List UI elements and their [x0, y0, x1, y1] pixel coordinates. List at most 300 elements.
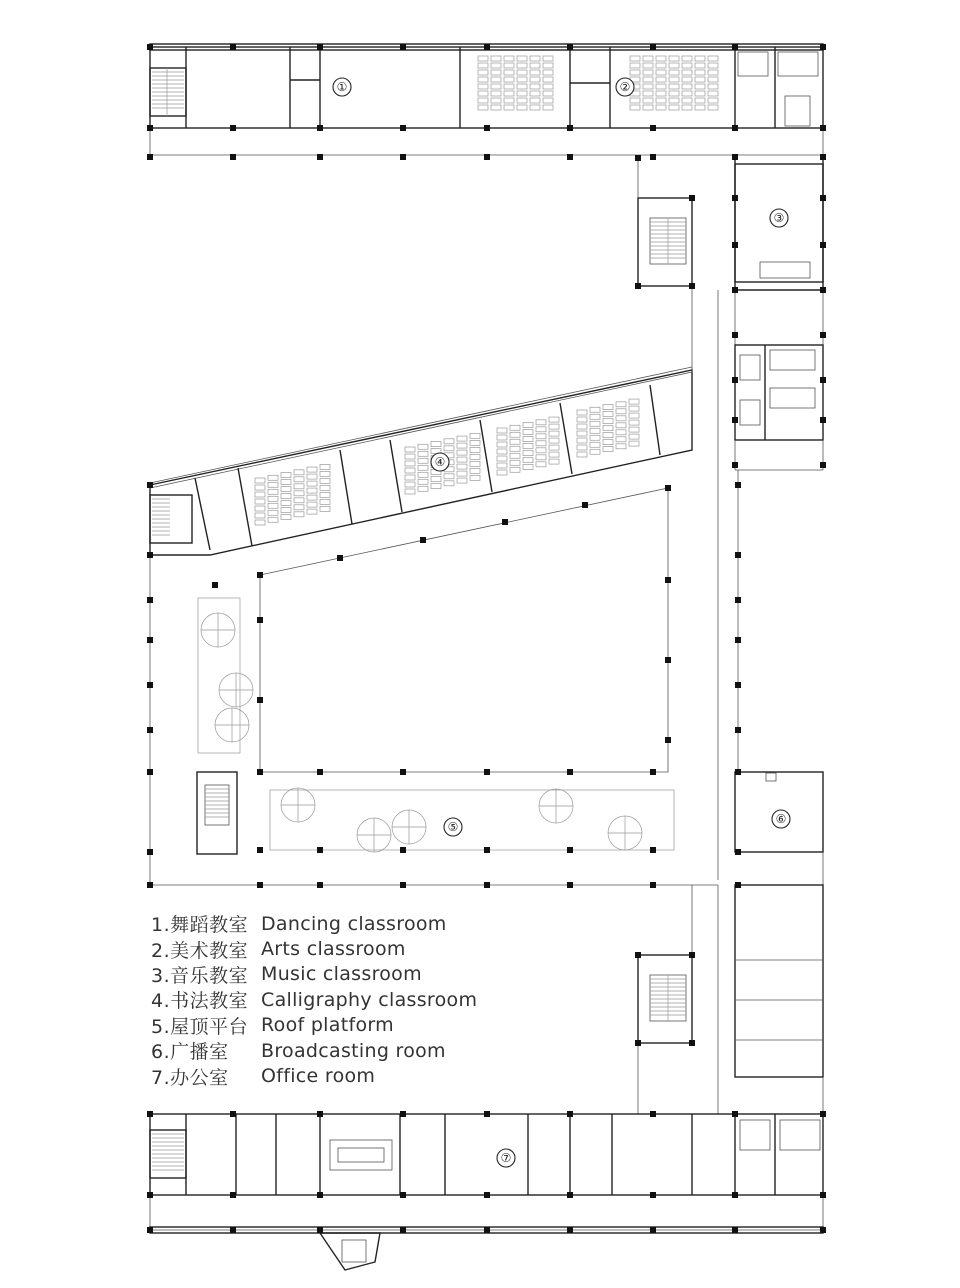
- desk: [630, 105, 640, 110]
- desk: [577, 438, 587, 443]
- desk: [536, 462, 546, 467]
- column: [567, 1192, 573, 1198]
- column: [147, 154, 153, 160]
- desk: [307, 502, 317, 507]
- column: [665, 657, 671, 663]
- column: [484, 125, 490, 131]
- column: [257, 572, 263, 578]
- column: [635, 155, 641, 161]
- desk: [543, 63, 553, 68]
- column: [735, 637, 741, 643]
- column: [567, 769, 573, 775]
- desk: [530, 84, 540, 89]
- desk: [536, 441, 546, 446]
- legend-label-en: Broadcasting room: [261, 1039, 446, 1062]
- desk: [669, 91, 679, 96]
- desk: [491, 98, 501, 103]
- room-marker-label-7: ⑦: [500, 1151, 512, 1165]
- column: [665, 577, 671, 583]
- desk: [590, 435, 600, 440]
- desk: [523, 451, 533, 456]
- desk: [669, 63, 679, 68]
- column: [820, 377, 826, 383]
- desk: [530, 70, 540, 75]
- column: [317, 44, 323, 50]
- room-marker-3: [770, 209, 788, 227]
- desk: [497, 428, 507, 433]
- desk: [530, 91, 540, 96]
- desk: [643, 84, 653, 89]
- desk: [255, 478, 265, 483]
- desk: [405, 461, 415, 466]
- desk: [577, 424, 587, 429]
- tree-icon: [392, 810, 426, 844]
- desk: [457, 450, 467, 455]
- room-marker-2: [616, 78, 634, 96]
- desk: [549, 431, 559, 436]
- desk: [695, 63, 705, 68]
- column: [650, 1111, 656, 1117]
- column: [650, 847, 656, 853]
- desk: [444, 439, 454, 444]
- column: [147, 1227, 153, 1233]
- desk: [504, 70, 514, 75]
- desk: [510, 460, 520, 465]
- desk: [669, 98, 679, 103]
- column: [400, 882, 406, 888]
- desk: [504, 63, 514, 68]
- legend-row: [151, 936, 491, 961]
- column: [484, 154, 490, 160]
- desk: [630, 98, 640, 103]
- column: [735, 552, 741, 558]
- desk: [497, 463, 507, 468]
- desk: [255, 520, 265, 525]
- column: [317, 125, 323, 131]
- desk: [470, 454, 480, 459]
- tree-icon: [357, 818, 391, 852]
- desk: [523, 458, 533, 463]
- column: [317, 1192, 323, 1198]
- column: [732, 1192, 738, 1198]
- desk: [523, 465, 533, 470]
- desk: [478, 105, 488, 110]
- desk: [478, 98, 488, 103]
- desk: [444, 481, 454, 486]
- column: [567, 154, 573, 160]
- column: [732, 195, 738, 201]
- column: [230, 1111, 236, 1117]
- desk: [616, 437, 626, 442]
- desk: [695, 98, 705, 103]
- column: [732, 154, 738, 160]
- tree-icon: [215, 708, 249, 742]
- legend-number-zh: 4.书法教室: [151, 990, 249, 1013]
- column: [732, 287, 738, 293]
- desk: [630, 56, 640, 61]
- desk: [708, 84, 718, 89]
- desk: [491, 70, 501, 75]
- desk: [510, 467, 520, 472]
- desk: [695, 84, 705, 89]
- top-wing: [150, 44, 823, 155]
- column: [317, 847, 323, 853]
- legend-label-en: Roof platform: [261, 1014, 394, 1037]
- desk: [320, 499, 330, 504]
- column: [582, 502, 588, 508]
- desk: [320, 478, 330, 483]
- desk: [294, 505, 304, 510]
- desk: [281, 473, 291, 478]
- diagonal-wing: [150, 367, 692, 562]
- desk: [294, 498, 304, 503]
- column: [567, 44, 573, 50]
- column: [567, 847, 573, 853]
- legend-number-zh: 3.音乐教室: [151, 964, 249, 987]
- desk: [682, 84, 692, 89]
- column: [317, 154, 323, 160]
- column: [665, 737, 671, 743]
- column: [732, 242, 738, 248]
- desk: [549, 438, 559, 443]
- desk: [307, 495, 317, 500]
- desk: [643, 105, 653, 110]
- desk: [457, 443, 467, 448]
- desk: [543, 105, 553, 110]
- desk: [536, 455, 546, 460]
- column: [820, 462, 826, 468]
- desk: [517, 70, 527, 75]
- desk: [549, 445, 559, 450]
- desk: [669, 77, 679, 82]
- column: [820, 242, 826, 248]
- desk: [629, 427, 639, 432]
- column: [400, 1227, 406, 1233]
- desk: [517, 77, 527, 82]
- desk: [255, 513, 265, 518]
- desk: [616, 444, 626, 449]
- desk: [656, 98, 666, 103]
- desk: [643, 70, 653, 75]
- tree-icon: [539, 789, 573, 823]
- column: [820, 1111, 826, 1117]
- desk: [577, 417, 587, 422]
- desk: [457, 464, 467, 469]
- desk: [510, 439, 520, 444]
- desk: [504, 56, 514, 61]
- desk: [281, 494, 291, 499]
- desk: [255, 492, 265, 497]
- desk: [708, 77, 718, 82]
- desk: [418, 458, 428, 463]
- desk: [457, 436, 467, 441]
- legend-row: [151, 962, 491, 987]
- column: [147, 552, 153, 558]
- desk: [682, 98, 692, 103]
- desk: [281, 515, 291, 520]
- legend-row: [151, 1013, 491, 1038]
- column: [317, 882, 323, 888]
- column: [732, 332, 738, 338]
- tree-icon: [201, 613, 235, 647]
- desk: [405, 447, 415, 452]
- desk: [708, 63, 718, 68]
- desk: [530, 56, 540, 61]
- desk: [530, 98, 540, 103]
- desk: [543, 91, 553, 96]
- column: [820, 44, 826, 50]
- column: [689, 195, 695, 201]
- desk: [643, 56, 653, 61]
- desk: [470, 447, 480, 452]
- column: [147, 1111, 153, 1117]
- legend-label-en: Dancing classroom: [261, 912, 447, 935]
- legend-label-en: Calligraphy classroom: [261, 988, 478, 1011]
- desk: [517, 91, 527, 96]
- legend-row: [151, 1063, 491, 1088]
- desk: [603, 440, 613, 445]
- desk: [294, 512, 304, 517]
- desk: [405, 475, 415, 480]
- column: [735, 482, 741, 488]
- column: [820, 1227, 826, 1233]
- desk: [523, 437, 533, 442]
- column: [257, 882, 263, 888]
- desk: [643, 63, 653, 68]
- column: [735, 597, 741, 603]
- desk: [708, 98, 718, 103]
- room-marker-1: [333, 78, 351, 96]
- desk: [268, 510, 278, 515]
- desk: [682, 63, 692, 68]
- desk: [603, 419, 613, 424]
- desk: [255, 499, 265, 504]
- desk: [523, 423, 533, 428]
- desk: [629, 441, 639, 446]
- column: [147, 597, 153, 603]
- column: [650, 769, 656, 775]
- legend-row: [151, 987, 491, 1012]
- column: [820, 1192, 826, 1198]
- desk: [294, 491, 304, 496]
- desk: [470, 440, 480, 445]
- legend-number-zh: 5.屋顶平台: [151, 1015, 249, 1038]
- desk: [523, 430, 533, 435]
- room-marker-label-6: ⑥: [775, 812, 787, 826]
- column: [420, 537, 426, 543]
- desk: [268, 517, 278, 522]
- column: [230, 1227, 236, 1233]
- desk: [603, 447, 613, 452]
- column: [820, 125, 826, 131]
- legend-row: [151, 911, 491, 936]
- column: [820, 287, 826, 293]
- desk: [320, 485, 330, 490]
- column: [147, 727, 153, 733]
- desk: [497, 456, 507, 461]
- desk: [281, 480, 291, 485]
- desk: [405, 489, 415, 494]
- desk: [320, 471, 330, 476]
- column: [147, 769, 153, 775]
- column: [147, 682, 153, 688]
- desk: [444, 474, 454, 479]
- column: [147, 882, 153, 888]
- desk: [307, 474, 317, 479]
- desk: [577, 410, 587, 415]
- desk: [549, 452, 559, 457]
- desk: [478, 77, 488, 82]
- desk: [478, 63, 488, 68]
- column: [337, 555, 343, 561]
- desk: [281, 501, 291, 506]
- desk: [307, 488, 317, 493]
- legend: [151, 911, 491, 1089]
- column: [400, 1192, 406, 1198]
- room-marker-label-1: ①: [336, 80, 348, 94]
- column: [400, 154, 406, 160]
- room-marker-label-4: ④: [434, 455, 446, 469]
- desk: [457, 471, 467, 476]
- column: [650, 44, 656, 50]
- column: [212, 582, 218, 588]
- column: [147, 1192, 153, 1198]
- column: [230, 154, 236, 160]
- column: [732, 44, 738, 50]
- stair-tower-north: [638, 155, 692, 375]
- desk: [669, 70, 679, 75]
- desk: [470, 461, 480, 466]
- column: [635, 283, 641, 289]
- desk: [536, 434, 546, 439]
- desk: [294, 484, 304, 489]
- column: [635, 1040, 641, 1046]
- column: [567, 882, 573, 888]
- desk: [536, 427, 546, 432]
- desk: [255, 485, 265, 490]
- desk: [268, 496, 278, 501]
- east-wing: [718, 155, 823, 885]
- desk: [457, 478, 467, 483]
- desk: [616, 409, 626, 414]
- room-marker-label-3: ③: [773, 211, 785, 225]
- desk: [470, 433, 480, 438]
- desk: [590, 414, 600, 419]
- room-marker-6: [772, 810, 790, 828]
- desk: [255, 506, 265, 511]
- desk: [708, 105, 718, 110]
- column: [257, 697, 263, 703]
- desk: [629, 413, 639, 418]
- desk: [268, 489, 278, 494]
- column: [650, 154, 656, 160]
- desk: [418, 444, 428, 449]
- column: [484, 1192, 490, 1198]
- desk: [695, 105, 705, 110]
- column: [650, 1192, 656, 1198]
- desk: [478, 56, 488, 61]
- column: [689, 952, 695, 958]
- desk: [708, 70, 718, 75]
- desk: [510, 432, 520, 437]
- column: [820, 154, 826, 160]
- desk: [320, 464, 330, 469]
- desk: [577, 452, 587, 457]
- column: [230, 44, 236, 50]
- desk: [616, 430, 626, 435]
- desk: [543, 77, 553, 82]
- column: [635, 952, 641, 958]
- desk: [491, 105, 501, 110]
- column: [820, 195, 826, 201]
- desk: [504, 98, 514, 103]
- column: [400, 769, 406, 775]
- desk: [470, 475, 480, 480]
- desk: [478, 91, 488, 96]
- column: [484, 882, 490, 888]
- desk: [491, 84, 501, 89]
- desk: [577, 445, 587, 450]
- column: [400, 1111, 406, 1117]
- desk: [491, 77, 501, 82]
- desk: [643, 91, 653, 96]
- desk: [629, 420, 639, 425]
- desk: [497, 470, 507, 475]
- legend-number-zh: 2.美术教室: [151, 939, 249, 962]
- desk: [418, 465, 428, 470]
- column: [689, 1040, 695, 1046]
- desk: [517, 84, 527, 89]
- desk: [444, 446, 454, 451]
- column: [147, 849, 153, 855]
- tree-icon: [608, 816, 642, 850]
- column: [257, 769, 263, 775]
- column: [820, 417, 826, 423]
- column: [567, 1227, 573, 1233]
- desk: [497, 435, 507, 440]
- desk: [543, 98, 553, 103]
- desk: [497, 442, 507, 447]
- desk: [656, 105, 666, 110]
- desk: [491, 63, 501, 68]
- desk: [431, 484, 441, 489]
- desk: [616, 416, 626, 421]
- desk: [405, 454, 415, 459]
- desk: [268, 475, 278, 480]
- desk: [695, 70, 705, 75]
- desk: [682, 91, 692, 96]
- desk: [643, 98, 653, 103]
- desk: [549, 459, 559, 464]
- desk: [656, 56, 666, 61]
- desk: [549, 417, 559, 422]
- desk: [643, 77, 653, 82]
- desk: [530, 63, 540, 68]
- desk: [549, 424, 559, 429]
- desk: [418, 451, 428, 456]
- desk: [630, 70, 640, 75]
- desk: [510, 446, 520, 451]
- legend-row: [151, 1038, 491, 1063]
- desk: [669, 56, 679, 61]
- room-marker-label-2: ②: [619, 80, 631, 94]
- column: [147, 637, 153, 643]
- desk: [517, 56, 527, 61]
- column: [230, 125, 236, 131]
- desk: [457, 457, 467, 462]
- desk: [281, 487, 291, 492]
- legend-label-en: Arts classroom: [261, 938, 406, 961]
